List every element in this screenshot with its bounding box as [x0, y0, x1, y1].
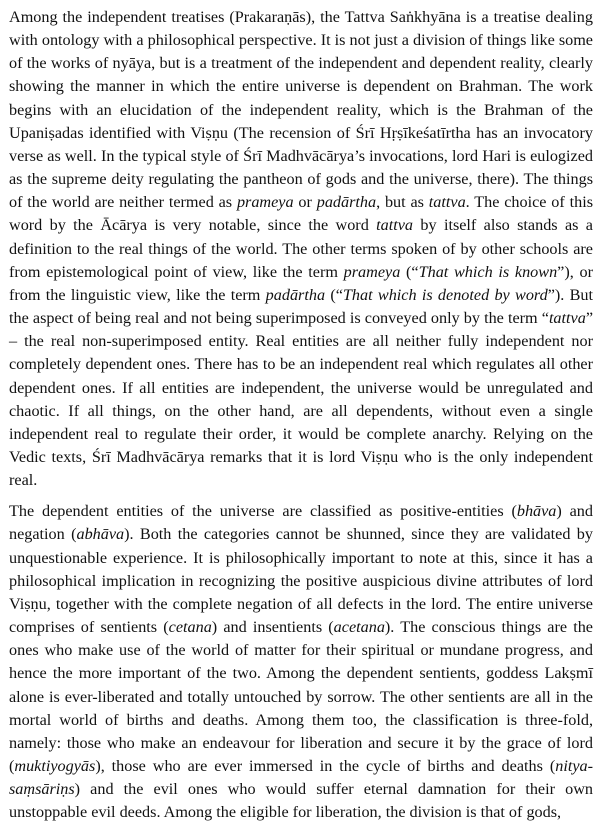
italic-term: padārtha [265, 285, 326, 304]
text-run: (“ [325, 285, 343, 304]
italic-term: abhāva [76, 525, 125, 544]
text-run: ”), or from the linguistic view, like the term [9, 262, 593, 304]
document-page [9, 6, 593, 824]
text-run: ”). But the aspect of being real and not being superimposed is conveyed only by the term “ [9, 285, 594, 328]
paragraph [9, 500, 593, 824]
text-run: ) and negation ( [9, 502, 593, 544]
text-run: ) and insentients ( [211, 618, 334, 637]
text-run: ) and the evil ones who would suffer eternal damnation for their own unstoppable evil deeds. Among the eligible for liberation, the division is that of gods, [9, 780, 593, 822]
italic-term: tattva [548, 309, 586, 328]
italic-term: prameya [236, 193, 294, 212]
italic-term: nitya-saṃsāriṇs [9, 757, 593, 799]
text-run: ), those who are ever immersed in the cycle of births and deaths ( [95, 757, 556, 775]
italic-term: tattva [428, 193, 466, 212]
italic-term: tattva [376, 216, 414, 235]
text-run: ). The conscious things are the ones who make use of the world of matter for their spiritual or mundane progress, and hence the more important of the two. Among the dependent sentients, goddess Lakṣmī alone is ever-liberated and totally untouched by sorrow. The other sentients are all in the mortal world of births and deaths. Among them too, the classification is three-fold, namely: those who make an endeavour for liberation and secure it by the grace of lord ( [9, 618, 593, 775]
text-run: . The choice of this word by the Ācārya is very notable, since the word [9, 193, 594, 235]
text-run: , but as [376, 193, 429, 212]
text-run: (“ [400, 262, 419, 281]
italic-term: That which is denoted by word [342, 285, 548, 304]
italic-term: cetana [168, 618, 212, 637]
italic-term: muktiyogyās [14, 757, 96, 775]
paragraph [9, 6, 593, 492]
text-run: ” – the real non-superimposed entity. Real entities are all neither fully independent nor completely dependent ones. There has to be an independent real which regulates all other dependent ones. If all entities are independent, the universe would be unregulated and chaotic. If all things, on the other hand, are all dependents, without even a single independent real to regulate their order, it would be complete anarchy. Relying on the Vedic texts, Śrī Madhvācārya remarks that it is lord Viṣṇu who is the only independent real. [9, 309, 593, 490]
italic-term: That which is known [418, 262, 558, 281]
text-run: Among the independent treatises (Prakaraṇās), the Tattva Saṅkhyāna is a treatise dealing with ontology with a philosophical perspective. It is not just a division of things like some of the works of nyāya, but is a treatment of the independent and dependent reality, clearly showing the manner in which the entire universe is dependent on Brahman. The work begins with an elucidation of the independent reality, which is the Brahman of the Upaniṣadas identified with Viṣṇu (The recension of Śrī Hṛṣīkeśatīrtha has an invocatory verse as well. In the typical style of Śrī Madhvācārya’s invocations, lord Hari is eulogized as the supreme deity regulating the pantheon of gods and the universe, there). The things of the world are neither termed as [9, 8, 593, 212]
italic-term: acetana [333, 618, 385, 637]
text-run: The dependent entities of the universe are classified as positive-entities ( [9, 502, 517, 521]
text-run: or [293, 193, 317, 212]
text-run: by itself also stands as a definition to the real things of the world. The other terms spoken of by other schools are from epistemological point of view, like the term [9, 216, 593, 281]
italic-term: prameya [343, 262, 401, 281]
italic-term: bhāva [516, 502, 557, 521]
text-run: ). Both the categories cannot be shunned, since they are validated by unquestionable experience. It is philosophically important to note at this, since it has a philosophical implication in recognizing the positive auspicious divine attributes of lord Viṣṇu, together with the complete negation of all defects in the lord. The entire universe comprises of sentients ( [9, 525, 593, 637]
italic-term: padārtha [316, 193, 377, 212]
